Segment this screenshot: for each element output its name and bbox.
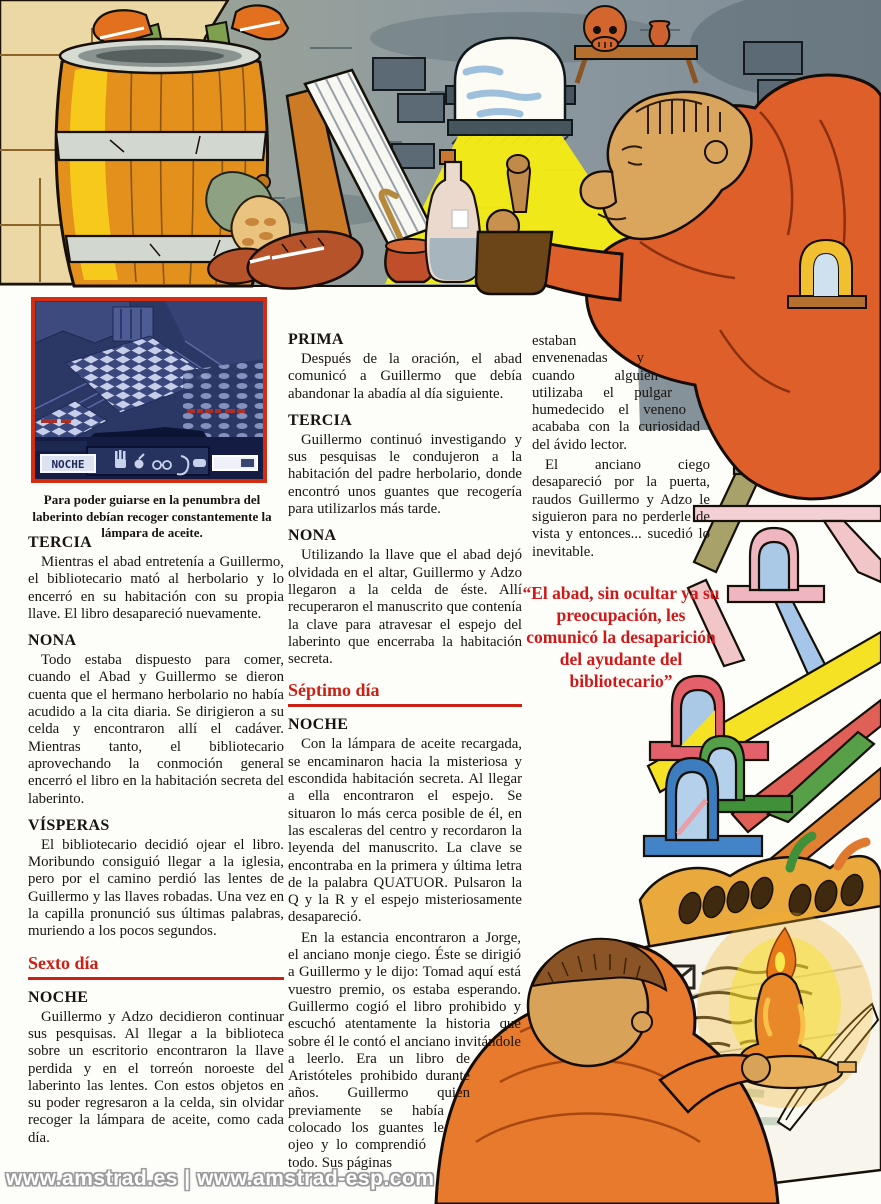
day-heading-sexto-dia: Sexto día (28, 953, 284, 980)
section-text-nona-2: Utilizando la llave que el abad dejó olvidada en el altar, Guillermo y Adzo llegaron a la celda de éste. Allí recuperaron el manuscrito que contenía la clave para atravesar el espejo del laberinto que encerraba la habitación secreta. (288, 547, 522, 668)
hand-icon (115, 450, 126, 468)
game-screenshot (31, 297, 267, 483)
pink-arch-doorway (728, 528, 824, 602)
left-column (28, 534, 284, 1150)
scribe-hand (742, 1054, 770, 1082)
footer-urls: www.amstrad.es | www.amstrad-esp.com (6, 1167, 435, 1190)
section-title-tercia-1: TERCIA (28, 534, 93, 551)
section-title-noche-1: NOCHE (28, 988, 89, 1006)
wrap-spacer (658, 352, 710, 370)
section-text-noche-2-p1: Con la lámpara de aceite recargada, se encaminaron hacia la misteriosa y escondida habitación secreta. Al llegar a ella encontraron el espejo. Se situaron lo más cerca posible de él, en las escaleras del centro y recordaron la leyenda del manuscrito. La clave se encontraba en la primera y última letra de la palabra QUATUOR. Pulsaron la Q y la R y el espejo misteriosamente desapareció. (288, 736, 522, 926)
right-column-p1: estaban envenenadas y cuando alguien utilizaba el pulgar humedecido el veneno acababa con la curiosidad del ávido lector. (532, 333, 700, 453)
screenshot-caption: Para poder guiarse en la penumbra del laberinto debían recoger constantemente la lámpara de aceite. (32, 492, 272, 540)
scroll-icon (193, 459, 206, 467)
vase (650, 21, 670, 46)
section-text-nona-1: Todo estaba dispuesto para comer, cuando el Abad y Guillermo se dieron cuenta que el hermano herbolario no había acudido a la cita diaria. Se dirigieron a su celda y encontraron allí el cadáver. Mientras tanto, el bibliotecario aprovechando la conmoción general encerró el libro en la habitación secreta del laberinto. (28, 652, 284, 807)
middle-column (288, 331, 522, 1204)
monk-nose (581, 171, 616, 208)
section-text-noche-2-p2: En la estancia encontraron a Jorge, el anciano monje ciego. Éste se dirigió a Guillermo y le dijo: Tomad aquí está vuestro premio, os estaba esperando. Guillermo cogió el libro prohibido y escuchó atentamente la historia que sobre él le contó el anciano invitándole a leerlo. Era un libro de Aristóteles prohibido durante años. Guillermo quien previamente se había colocado los guantes le ojeo y lo comprendió todo. Sus páginas (288, 929, 521, 1171)
wrap-spacer (644, 333, 710, 352)
tile-rows (183, 359, 263, 441)
mortar (476, 232, 552, 294)
section-title-noche-2: NOCHE (288, 716, 349, 734)
section-title-nona-2: NONA (288, 527, 337, 545)
section-title-prima: PRIMA (288, 331, 344, 348)
wrap-spacer (426, 1140, 522, 1204)
section-title-visperas: VÍSPERAS (28, 816, 110, 834)
lamp-gauge (213, 456, 257, 470)
section-text-noche-1: Guillermo y Adzo decidieron continuar sus pesquisas. Al llegar a la biblioteca sobre un escritorio encontraron la llave perdida y en el torreón noroeste del laberinto las lentes. Con estos objetos en su poder regresaron a la celda, sin olvidar recoger la lámpara de aceite, como cada día. (28, 1008, 284, 1146)
section-title-nona-1: NONA (28, 632, 77, 650)
time-of-day-label: NOCHE (51, 458, 85, 471)
section-text-visperas: El bibliotecario decidió ojear el libro. Moribundo consiguió llegar a la iglesia, pero por el camino perdió las lentes de Guillermo y las llaves robadas. Una vez en la capilla pronunció sus últimas palabras, muriendo a los pocos segundos. (28, 836, 284, 940)
day-heading-septimo-dia: Séptimo día (288, 680, 522, 707)
pull-quote: “El abad, sin ocultar ya su preocupación, les comunicó la desaparición del ayudante del bibliotecario” (522, 583, 720, 691)
section-text-tercia-1: Mientras el abad entretenía a Guillermo, el bibliotecario mató al herbolario y lo encerró en su habitación con su propia llave. El libro desapareció nuevamente. (28, 554, 284, 622)
wrap-spacer (700, 406, 710, 424)
section-title-tercia-2: TERCIA (288, 411, 353, 429)
wrap-spacer (672, 370, 710, 388)
right-column-p2: El anciano ciego desapareció por la puerta, raudos Guillermo y Adzo le siguieron para no perderle de vista y entonces... sucedió lo inevitable. (532, 457, 710, 560)
wrap-spacer (521, 930, 522, 1068)
section-text-prima: Después de la oración, el abad comunicó a Guillermo que debía abandonar la abadía al día siguiente. (288, 351, 522, 402)
wrap-spacer (470, 1068, 522, 1104)
right-column-p1-block (532, 333, 710, 454)
wrap-spacer (686, 388, 710, 406)
game-screenshot-art (35, 301, 263, 479)
section-text-tercia-2: Guillermo continuó investigando y sus pesquisas le condujeron a la habitación del padre herbolario, donde encontró unos guantes que recogería para utilizarlos más tarde. (288, 431, 522, 518)
wrap-spacer (444, 1104, 522, 1140)
right-column (532, 333, 710, 564)
arch-window (446, 38, 575, 144)
section-text-noche-2-p2-block (288, 930, 522, 1172)
